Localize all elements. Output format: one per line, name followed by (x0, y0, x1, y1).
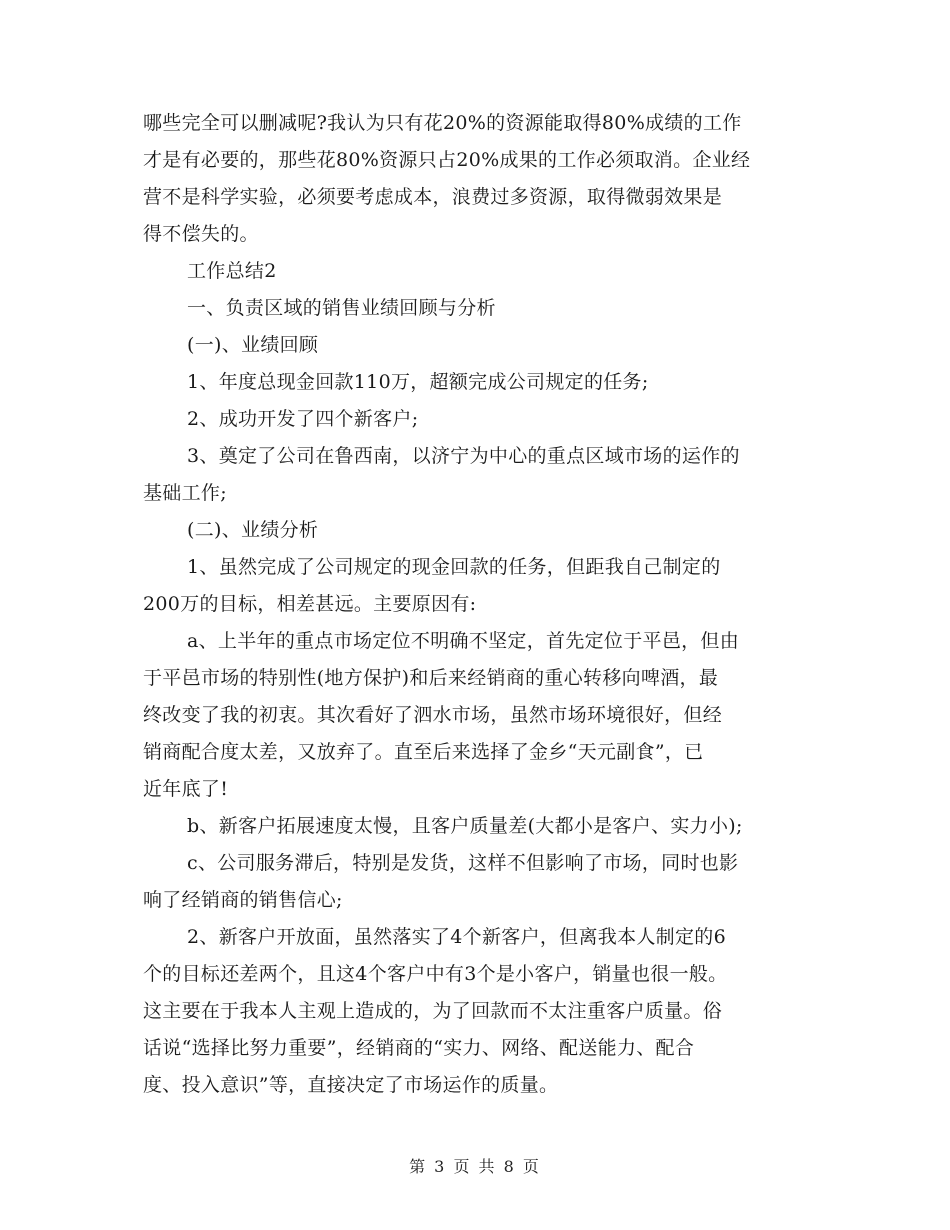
text-line: 话说“选择比努力重要”，经销商的“实力、网络、配送能力、配合 (143, 1037, 695, 1059)
text-line: 得不偿失的。 (143, 223, 259, 245)
document-body (143, 105, 813, 1104)
section-heading: 工作总结2 (187, 260, 277, 282)
list-item: a、上半年的重点市场定位不明确不坚定，首先定位于平邑，但由 (187, 630, 740, 652)
list-item: c、公司服务滞后，特别是发货，这样不但影响了市场，同时也影 (187, 852, 739, 874)
text-line: 响了经销商的销售信心; (143, 889, 343, 911)
text-line: 才是有必要的，那些花80%资源只占20%成果的工作必须取消。企业经 (143, 149, 751, 171)
list-item: 2、新客户开放面，虽然落实了4个新客户，但离我本人制定的6 (187, 926, 726, 948)
subsection-heading: (一)、业绩回顾 (187, 334, 319, 356)
subsection-heading: 一、负责区域的销售业绩回顾与分析 (187, 297, 496, 319)
text-line: 近年底了! (143, 778, 229, 800)
text-line: 200万的目标，相差甚远。主要原因有: (143, 593, 477, 615)
text-line: 销商配合度太差，又放弃了。直至后来选择了金乡“天元副食”，已 (143, 741, 704, 763)
text-line: 于平邑市场的特别性(地方保护)和后来经销商的重心转移向啤酒，最 (143, 667, 719, 689)
text-line: 个的目标还差两个，且这4个客户中有3个是小客户，销量也很一般。 (143, 963, 728, 985)
text-line: 基础工作; (143, 482, 227, 504)
list-item: 1、虽然完成了公司规定的现金回款的任务，但距我自己制定的 (187, 556, 721, 578)
list-item: 1、年度总现金回款110万，超额完成公司规定的任务; (187, 371, 649, 393)
text-line: 终改变了我的初衷。其次看好了泗水市场，虽然市场环境很好，但经 (143, 704, 723, 726)
list-item: 2、成功开发了四个新客户; (187, 408, 419, 430)
text-line: 营不是科学实验，必须要考虑成本，浪费过多资源，取得微弱效果是 (143, 186, 723, 208)
text-line: 哪些完全可以删减呢?我认为只有花20%的资源能取得80%成绩的工作 (143, 112, 742, 134)
list-item: 3、奠定了公司在鲁西南，以济宁为中心的重点区域市场的运作的 (187, 445, 740, 467)
text-line: 度、投入意识”等，直接决定了市场运作的质量。 (143, 1074, 559, 1096)
subsection-heading: (二)、业绩分析 (187, 519, 319, 541)
page-number: 第 3 页 共 8 页 (409, 1157, 541, 1176)
text-line: 这主要在于我本人主观上造成的，为了回款而不太注重客户质量。俗 (143, 1000, 723, 1022)
list-item: b、新客户拓展速度太慢，且客户质量差(大都小是客户、实力小); (187, 815, 743, 837)
